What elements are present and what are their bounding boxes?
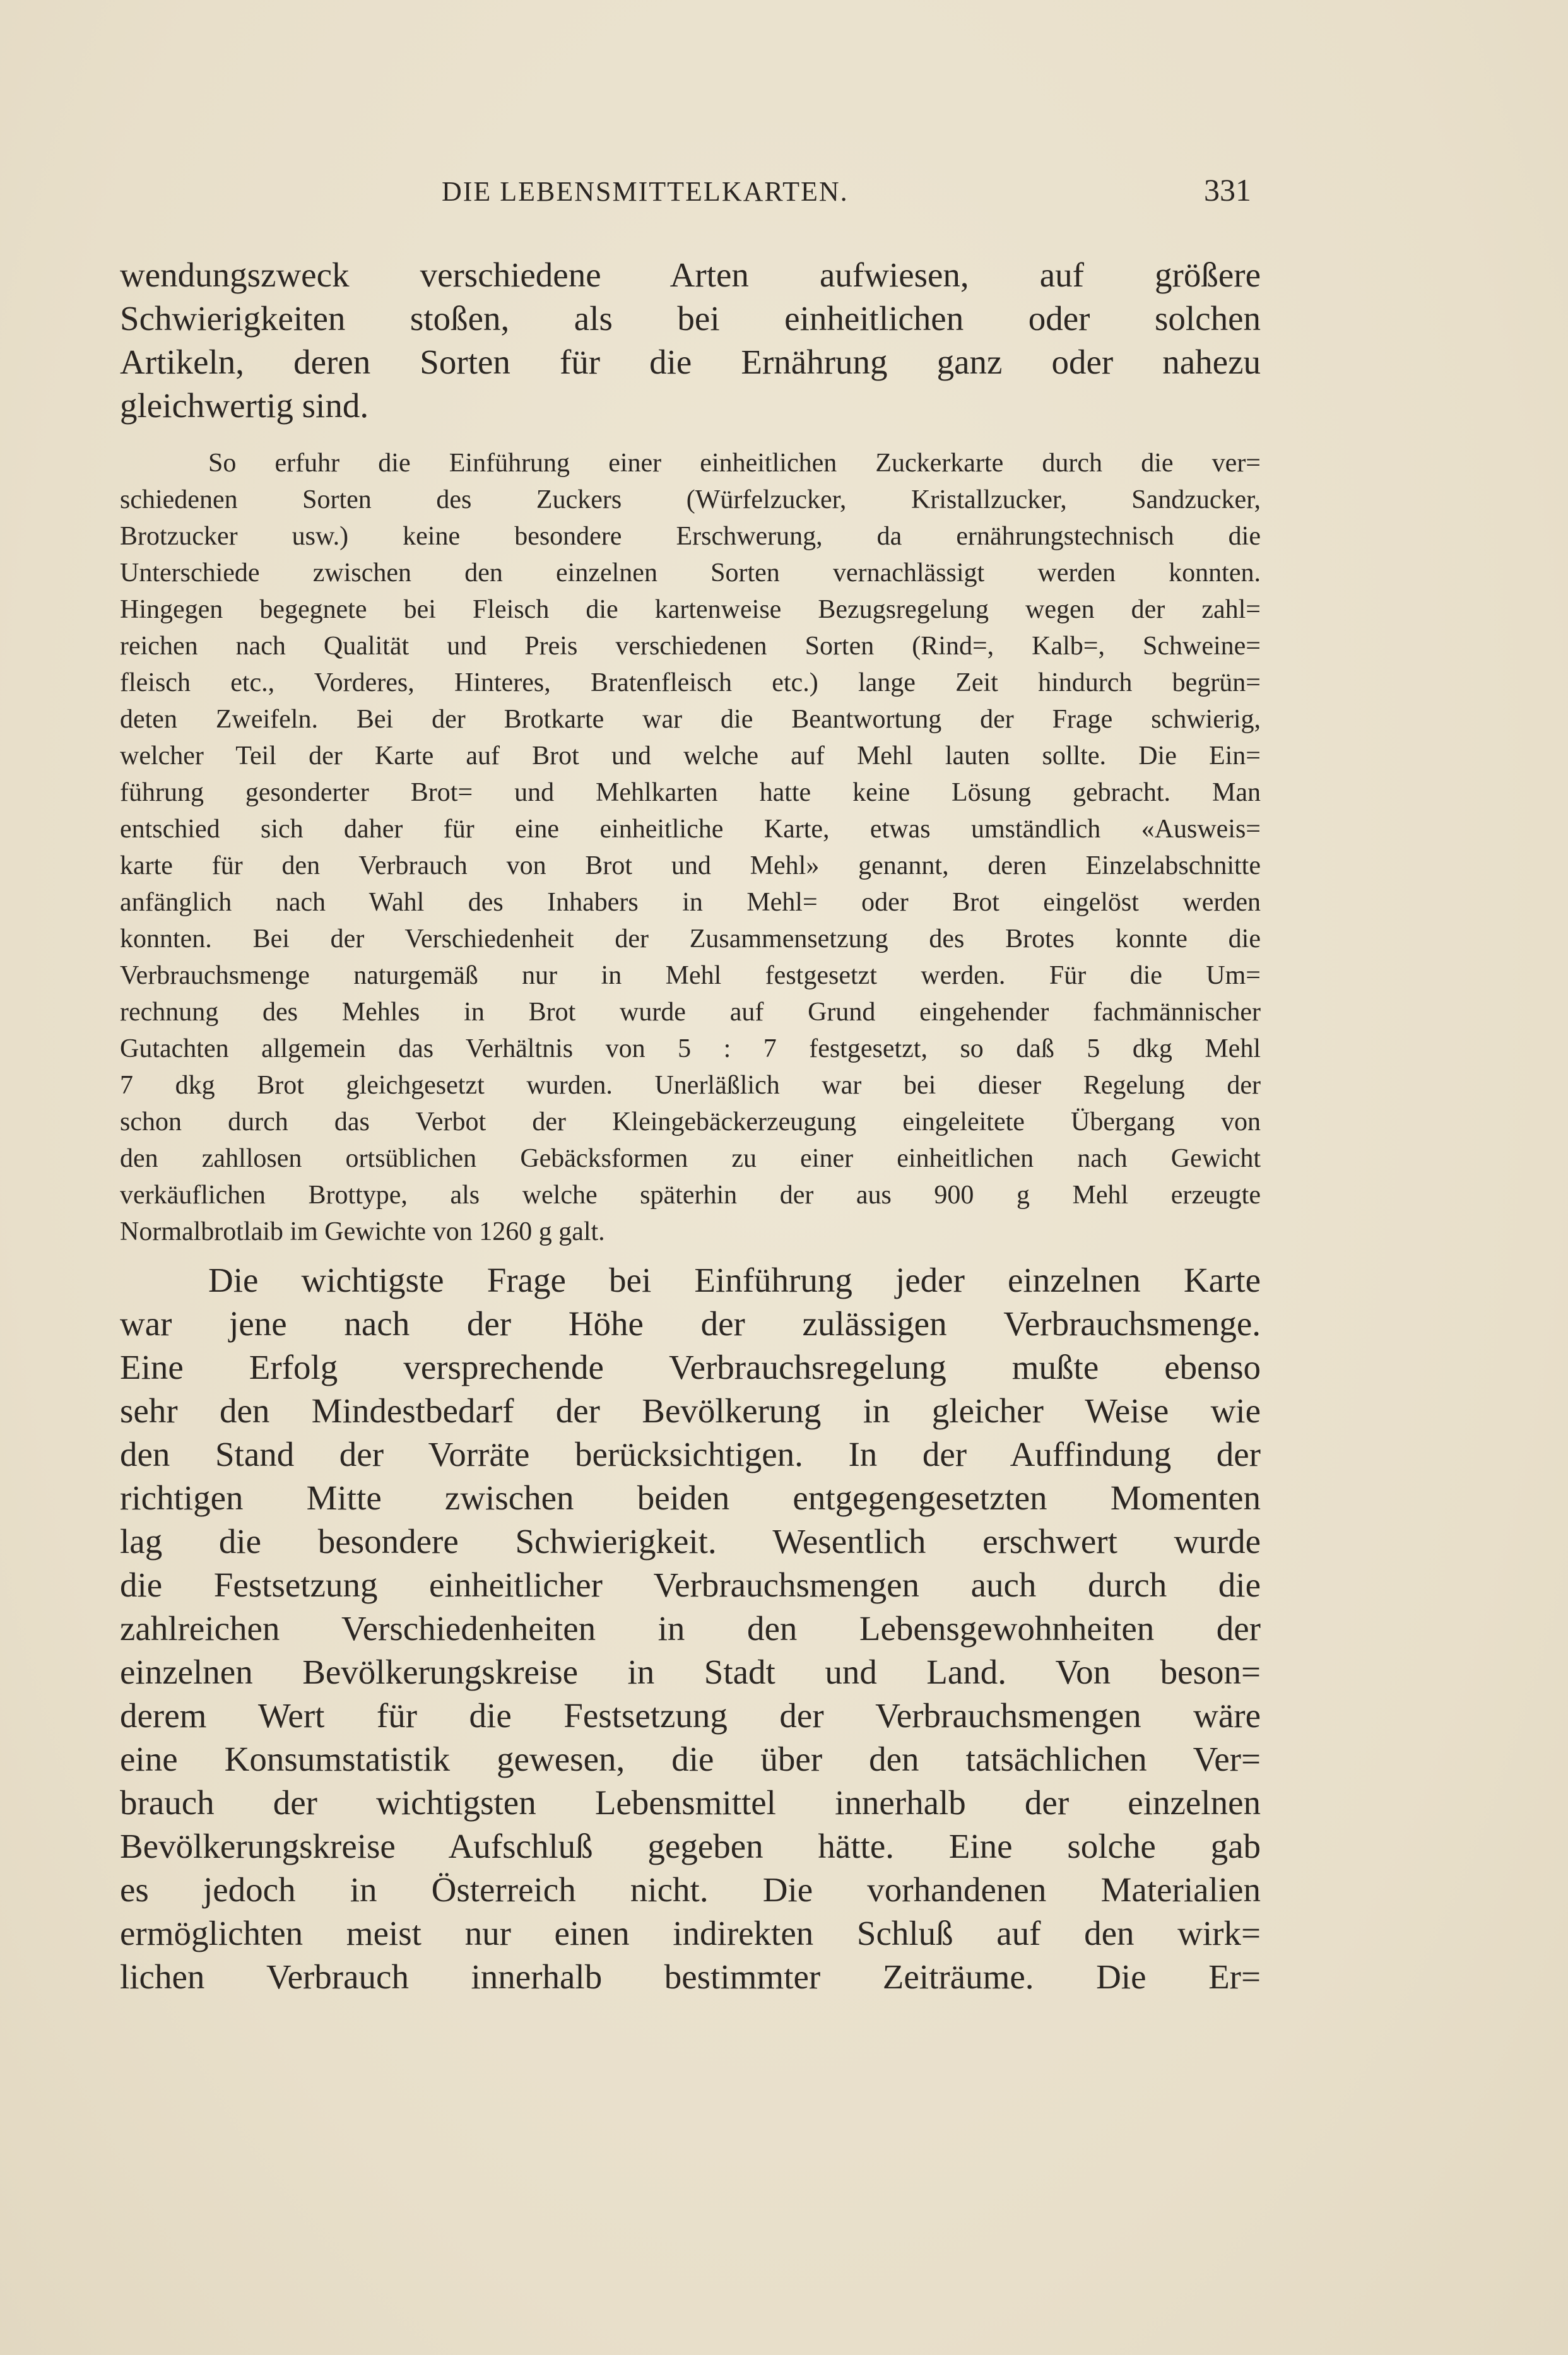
- running-header: DIE LEBENSMITTELKARTEN.: [442, 176, 849, 207]
- text-line: führung gesonderter Brot= und Mehlkarten hatte keine Lösung gebracht. Man: [120, 778, 1261, 807]
- text-line: brauch der wichtigsten Lebensmittel innerhalb der einzelnen: [120, 1783, 1261, 1822]
- text-line: Die wichtigste Frage bei Einführung jeder einzelnen Karte: [208, 1261, 1261, 1299]
- text-line: eine Konsumstatistik gewesen, die über den tatsächlichen Ver=: [120, 1740, 1261, 1778]
- text-line: Schwierigkeiten stoßen, als bei einheitlichen oder solchen: [120, 299, 1261, 338]
- text-line: Gutachten allgemein das Verhältnis von 5 : 7 festgesetzt, so daß 5 dkg Mehl: [120, 1034, 1261, 1063]
- text-line: lag die besondere Schwierigkeit. Wesentlich erschwert wurde: [120, 1522, 1261, 1561]
- text-line: die Festsetzung einheitlicher Verbrauchsmengen auch durch die: [120, 1566, 1261, 1604]
- text-line: den Stand der Vorräte berücksichtigen. In der Auffindung der: [120, 1435, 1261, 1473]
- text-line: 7 dkg Brot gleichgesetzt wurden. Unerläßlich war bei dieser Regelung der: [120, 1071, 1261, 1100]
- text-line: es jedoch in Österreich nicht. Die vorhandenen Materialien: [120, 1870, 1261, 1909]
- text-line: einzelnen Bevölkerungskreise in Stadt und Land. Von beson=: [120, 1653, 1261, 1691]
- text-line: rechnung des Mehles in Brot wurde auf Grund eingehender fachmännischer: [120, 998, 1261, 1027]
- text-line: Normalbrotlaib im Gewichte von 1260 g galt.: [120, 1217, 605, 1246]
- text-line: Hingegen begegnete bei Fleisch die kartenweise Bezugsregelung wegen der zahl=: [120, 595, 1261, 624]
- text-line: schon durch das Verbot der Kleingebäckerzeugung eingeleitete Übergang von: [120, 1107, 1261, 1136]
- text-line: fleisch etc., Vorderes, Hinteres, Bratenfleisch etc.) lange Zeit hindurch begrün=: [120, 668, 1261, 697]
- text-line: lichen Verbrauch innerhalb bestimmter Zeiträume. Die Er=: [120, 1957, 1261, 1996]
- text-line: ermöglichten meist nur einen indirekten Schluß auf den wirk=: [120, 1914, 1261, 1952]
- text-line: entschied sich daher für eine einheitliche Karte, etwas umständlich «Ausweis=: [120, 815, 1261, 844]
- text-line: welcher Teil der Karte auf Brot und welche auf Mehl lauten sollte. Die Ein=: [120, 741, 1261, 770]
- text-line: schiedenen Sorten des Zuckers (Würfelzucker, Kristallzucker, Sandzucker,: [120, 485, 1261, 514]
- text-line: derem Wert für die Festsetzung der Verbrauchsmengen wäre: [120, 1696, 1261, 1735]
- text-line: karte für den Verbrauch von Brot und Mehl» genannt, deren Einzelabschnitte: [120, 851, 1261, 880]
- text-line: konnten. Bei der Verschiedenheit der Zusammensetzung des Brotes konnte die: [120, 924, 1261, 953]
- text-line: Artikeln, deren Sorten für die Ernährung ganz oder nahezu: [120, 343, 1261, 381]
- text-line: anfänglich nach Wahl des Inhabers in Mehl= oder Brot eingelöst werden: [120, 888, 1261, 917]
- text-line: Brotzucker usw.) keine besondere Erschwerung, da ernährungstechnisch die: [120, 522, 1261, 551]
- text-line: zahlreichen Verschiedenheiten in den Lebensgewohnheiten der: [120, 1609, 1261, 1648]
- text-line: Eine Erfolg versprechende Verbrauchsregelung mußte ebenso: [120, 1348, 1261, 1386]
- text-line: sehr den Mindestbedarf der Bevölkerung in gleicher Weise wie: [120, 1391, 1261, 1430]
- text-line: gleichwertig sind.: [120, 386, 369, 425]
- text-line: den zahllosen ortsüblichen Gebäcksformen zu einer einheitlichen nach Gewicht: [120, 1144, 1261, 1173]
- page-number: 331: [1204, 172, 1251, 208]
- text-line: wendungszweck verschiedene Arten aufwiesen, auf größere: [120, 256, 1261, 294]
- text-line: Verbrauchsmenge naturgemäß nur in Mehl festgesetzt werden. Für die Um=: [120, 961, 1261, 990]
- text-line: reichen nach Qualität und Preis verschiedenen Sorten (Rind=, Kalb=, Schweine=: [120, 632, 1261, 661]
- text-line: war jene nach der Höhe der zulässigen Verbrauchsmenge.: [120, 1304, 1261, 1343]
- text-line: deten Zweifeln. Bei der Brotkarte war die Beantwortung der Frage schwierig,: [120, 705, 1261, 734]
- text-line: richtigen Mitte zwischen beiden entgegengesetzten Momenten: [120, 1479, 1261, 1517]
- text-line: Bevölkerungskreise Aufschluß gegeben hätte. Eine solche gab: [120, 1827, 1261, 1865]
- text-line: verkäuflichen Brottype, als welche späterhin der aus 900 g Mehl erzeugte: [120, 1181, 1261, 1210]
- text-line: So erfuhr die Einführung einer einheitlichen Zuckerkarte durch die ver=: [208, 449, 1261, 478]
- text-line: Unterschiede zwischen den einzelnen Sorten vernachlässigt werden konnten.: [120, 558, 1261, 587]
